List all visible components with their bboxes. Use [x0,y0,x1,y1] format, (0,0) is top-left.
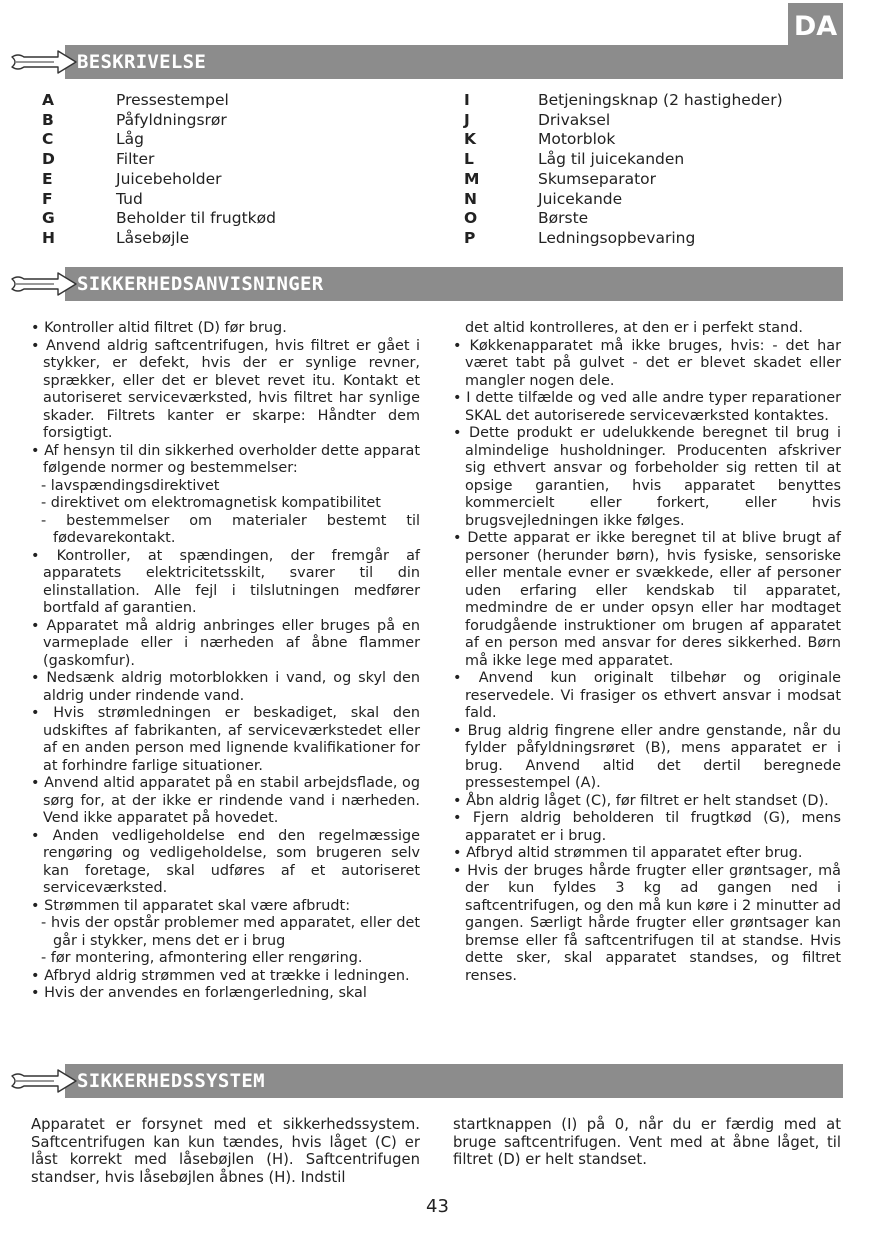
part-row [42,170,276,190]
bullet-item: • Åbn aldrig låget (C), før filtret er helt standset (D). [453,792,829,809]
sub-item: - hvis der opstår problemer med apparatet, eller det går i stykker, mens det er i brug [41,915,420,949]
section-title: BESKRIVELSE [77,51,207,73]
part-letter: F [42,189,53,208]
part-name: Låsebøjle [116,228,190,247]
section-header-sikkerhed [10,267,843,301]
bullet-item: • Apparatet må aldrig anbringes eller bruges på en varmeplade eller i nærheden af åbne flammer (gaskomfur). [31,617,420,669]
part-row [464,130,783,150]
arrow-icon [10,1068,80,1094]
part-row [42,130,276,150]
part-letter: I [464,91,470,109]
bullet-item: • Anvend altid apparatet på en stabil arbejdsflade, og sørg for, at der ikke er rindende vand i nærheden. Vend ikke apparatet på hovedet. [31,775,420,826]
bullet-item: • Anvend kun originalt tilbehør og originale reservedele. Vi frasiger os ethvert ansvar i modsat fald. [453,670,841,721]
part-letter: G [42,209,55,228]
part-row [464,170,783,190]
part-name: Beholder til frugtkød [116,209,276,228]
bullet-item: • Køkkenapparatet må ikke bruges, hvis: - det har været tabt på gulvet - det er blevet skadet eller mangler nogen dele. [453,337,841,389]
part-name: Drivaksel [538,110,611,129]
part-row [42,111,276,131]
part-row [464,190,783,210]
sub-item: - før montering, afmontering eller rengøring. [41,950,363,966]
section-header-beskrivelse [10,45,843,79]
part-name: Juicebeholder [116,169,222,188]
part-letter: J [464,110,470,129]
bullet-item: • Strømmen til apparatet skal være afbrudt: [31,897,351,914]
section-title: SIKKERHEDSSYSTEM [77,1070,265,1092]
bullet-item: • Hvis strømledningen er beskadiget, skal den udskiftes af fabrikanten, af serviceværkstedet eller af en anden person med lignende kvalifikationer for at forhindre farlige situationer. [31,705,420,774]
safety-column-right [453,320,841,985]
sub-item: - bestemmelser om materialer bestemt til fødevarekontakt. [41,512,420,546]
parts-list-left [42,91,276,249]
bullet-item: • Brug aldrig fingrene eller andre genstande, når du fylder påfyldningsrøret (B), mens apparatet er i brug. Anvend altid det dertil beregnede pressestempel (A). [453,722,841,791]
part-row [464,150,783,170]
sub-item: - direktivet om elektromagnetisk kompatibilitet [41,495,381,511]
part-letter: K [464,130,477,149]
part-name: Betjeningsknap (2 hastigheder) [538,91,783,109]
section-title: SIKKERHEDSANVISNINGER [77,273,324,295]
bullet-item: • Dette apparat er ikke beregnet til at blive brugt af personer (herunder børn), hvis fysiske, sensoriske eller mentale evner er svækkede, eller af personer uden erfaring eller kendskab til apparatet, medmindre de er under opsyn eller har modtaget forudgående instruktioner om brugen af apparatet af en person med ansvar for deres sikkerhed. Børn må ikke lege med apparatet. [453,530,841,669]
part-row [42,209,276,229]
part-row [464,91,783,111]
part-letter: H [42,228,55,247]
bullet-item: • Anden vedligeholdelse end den regelmæssige rengøring og vedligeholdelse, som brugeren selv kan foretage, skal udføres af et autoriseret serviceværksted. [31,827,420,896]
bullet-item: • Afbryd altid strømmen til apparatet efter brug. [453,845,803,861]
bullet-item: • Afbryd aldrig strømmen ved at trække i ledningen. [31,967,410,984]
part-letter: L [464,150,474,169]
part-letter: B [42,110,54,129]
part-row [42,229,276,249]
part-row [464,229,783,249]
bullet-item: • Dette produkt er udelukkende beregnet til brug i almindelige husholdninger. Producenten afskriver sig ethvert ansvar og forbeholder sig retten til at opsige garantien, hvis apparatet benyttes kommercielt eller forkert, eller hvis brugsvejledningen ikke følges. [453,425,841,529]
part-row [42,190,276,210]
safety-column-left [31,320,420,1003]
part-letter: P [464,228,476,247]
part-letter: A [42,91,54,109]
part-letter: O [464,209,478,228]
part-name: Motorblok [538,130,616,149]
part-letter: N [464,189,477,208]
system-text-right: startknappen (I) på 0, når du er færdig med at bruge saftcentrifugen. Vent med at åbne låget, til filtret (D) er helt standset. [453,1116,841,1168]
part-row [464,111,783,131]
bullet-item: • Nedsænk aldrig motorblokken i vand, og skyl den aldrig under rindende vand. [31,670,420,704]
part-letter: C [42,130,54,149]
bullet-item: • I dette tilfælde og ved alle andre typer reparationer SKAL det autoriserede serviceværksted kontaktes. [453,390,841,424]
arrow-icon [10,49,80,75]
part-name: Børste [538,209,589,228]
part-name: Filter [116,150,155,169]
section-header-system [10,1064,843,1098]
part-name: Ledningsopbevaring [538,228,696,247]
part-letter: M [464,169,480,188]
part-name: Juicekande [538,189,623,208]
part-row [464,209,783,229]
bullet-item: det altid kontrolleres, at den er i perfekt stand. [465,320,803,336]
part-name: Låg [116,130,144,149]
bullet-item: • Kontroller, at spændingen, der fremgår af apparatets elektricitetsskilt, svarer til din elinstallation. Alle fejl i tilslutningen medfører bortfald af garantien. [31,547,420,616]
arrow-icon [10,271,80,297]
bullet-item: • Hvis der anvendes en forlængerledning, skal [31,985,367,1001]
part-name: Tud [116,189,143,208]
part-name: Påfyldningsrør [116,110,227,129]
bullet-item: • Af hensyn til din sikkerhed overholder dette apparat følgende normer og bestemmelser: [31,442,420,476]
bullet-item: • Anvend aldrig saftcentrifugen, hvis filtret er gået i stykker, er defekt, hvis der er synlige revner, sprækker, eller det er blevet revet itu. Kontakt et autoriseret serviceværksted, hvis filtret har synlige skader. Filtrets kanter er skarpe: Håndter dem forsigtigt. [31,337,420,441]
bullet-item: • Kontroller altid filtret (D) før brug. [31,320,287,336]
bullet-item: • Fjern aldrig beholderen til frugtkød (G), mens apparatet er i brug. [453,810,841,844]
part-letter: D [42,150,55,169]
language-tab: DA [788,3,843,50]
part-row [42,91,276,111]
part-letter: E [42,169,53,188]
parts-list-right [464,91,783,249]
part-row [42,150,276,170]
part-name: Pressestempel [116,91,229,109]
part-name: Låg til juicekanden [538,150,685,169]
page-number: 43 [426,1196,449,1217]
part-name: Skumseparator [538,169,657,188]
system-text-left: Apparatet er forsynet med et sikkerhedssystem. Saftcentrifugen kan kun tændes, hvis låget (C) er låst korrekt med låsebøjlen (H). Saftcentrifugen standser, hvis låsebøjlen åbnes (H). Indstil [31,1116,420,1186]
sub-item: - lavspændingsdirektivet [41,477,220,494]
bullet-item: • Hvis der bruges hårde frugter eller grøntsager, må der kun fyldes 3 kg ad gangen ned i saftcentrifugen, og den må kun køre i 2 minutter ad gangen. Særligt hårde frugter eller grøntsager kan bremse eller få saftcentrifugen til at standse. Hvis dette sker, skal apparatet standses, og filtret renses. [453,862,841,984]
